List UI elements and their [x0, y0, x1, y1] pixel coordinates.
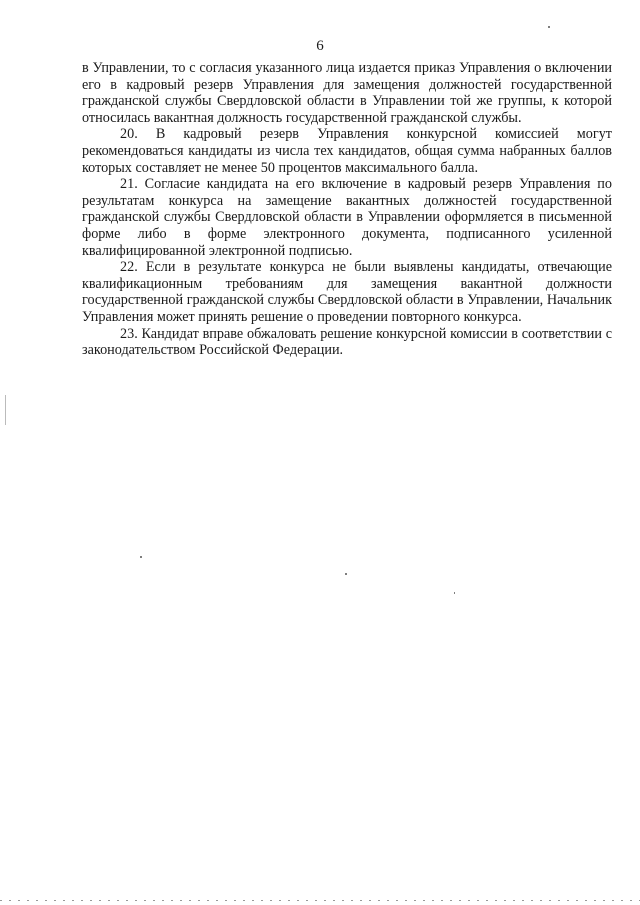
paragraph-21: 21. Согласие кандидата на его включение в кадровый резерв Управления по результатам конкурса на замещение вакантных должностей государственной гражданской службы Свердловской области в Управлении оформляется в письменной форме либо в форме электронного документа, подписанного усиленной квалифицированной электронной подписью.: [82, 176, 612, 259]
paragraph-continuation: в Управлении, то с согласия указанного лица издается приказ Управления о включении его в кадровый резерв Управления для замещения должностей государственной гражданской службы Свердловской области в Управлении той же группы, к которой относилась вакантная должность государственной гражданской службы.: [82, 60, 612, 126]
paragraph-23: 23. Кандидат вправе обжаловать решение конкурсной комиссии в соответствии с законодательством Российской Федерации.: [82, 325, 612, 359]
scan-speck: [140, 556, 142, 558]
scan-speck: [345, 573, 347, 575]
scan-speck: [454, 592, 455, 594]
document-body: [82, 60, 612, 359]
paragraph-22: 22. Если в результате конкурса не были выявлены кандидаты, отвечающие квалификационным требованиям для замещения вакантной должности государственной гражданской службы Свердловской области в Управлении, Начальник Управления может принять решение о проведении повторного конкурса.: [82, 259, 612, 325]
scan-speck: [548, 26, 550, 28]
paragraph-20: 20. В кадровый резерв Управления конкурсной комиссией могут рекомендоваться кандидаты из числа тех кандидатов, общая сумма набранных баллов которых составляет не менее 50 процентов максимального балла.: [82, 126, 612, 176]
scan-edge-mark: [5, 395, 6, 425]
page-number: 6: [316, 38, 324, 54]
scan-bottom-edge: [0, 900, 640, 901]
